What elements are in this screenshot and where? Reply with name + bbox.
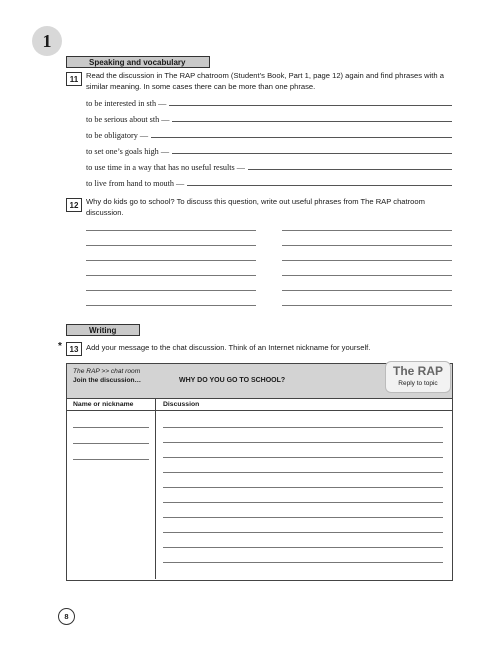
discussion-line[interactable]: [163, 502, 443, 503]
phrase-row: [86, 160, 452, 172]
answer-line[interactable]: [282, 275, 452, 276]
exercise-11-number: 11: [66, 72, 82, 86]
nickname-line[interactable]: [73, 427, 149, 428]
answer-line[interactable]: [282, 305, 452, 306]
section-label-speaking: Speaking and vocabulary: [66, 56, 210, 68]
exercise-13-number: 13: [66, 342, 82, 356]
answer-line[interactable]: [86, 305, 256, 306]
exercise-13-instruction: Add your message to the chat discussion. Think of an Internet nickname for yourself.: [86, 343, 371, 352]
discussion-line[interactable]: [163, 442, 443, 443]
chat-breadcrumb: The RAP >> chat room: [73, 368, 141, 375]
chat-header: [67, 364, 452, 399]
answer-line[interactable]: [169, 105, 452, 106]
discussion-line[interactable]: [163, 517, 443, 518]
answer-line[interactable]: [282, 230, 452, 231]
unit-number-badge: 1: [32, 26, 62, 56]
discussion-line[interactable]: [163, 547, 443, 548]
nickname-line[interactable]: [73, 443, 149, 444]
discussion-line[interactable]: [163, 562, 443, 563]
the-rap-logo-panel: [385, 361, 451, 393]
answer-line[interactable]: [86, 260, 256, 261]
section-label-writing: Writing: [66, 324, 140, 336]
answer-line[interactable]: [282, 245, 452, 246]
the-rap-logo: The RAP: [392, 364, 443, 378]
exercise-11-instruction: Read the discussion in The RAP chatroom (Student’s Book, Part 1, page 12) again and find phrases with a similar meaning. In some cases there can be more than one phrase.: [86, 71, 444, 91]
discussion-line[interactable]: [163, 427, 443, 428]
join-discussion-label: Join the discussion…: [73, 377, 142, 384]
discussion-line[interactable]: [163, 472, 443, 473]
answer-line[interactable]: [248, 169, 452, 170]
chat-room-form: [66, 363, 453, 581]
phrase-text: to live from hand to mouth —: [86, 179, 185, 188]
phrase-text: to be serious about sth —: [86, 115, 170, 124]
answer-line[interactable]: [86, 275, 256, 276]
answer-line[interactable]: [86, 230, 256, 231]
name-column-header: Name or nickname: [73, 401, 134, 408]
column-divider: [155, 398, 156, 579]
answer-line[interactable]: [151, 137, 452, 138]
reply-to-topic-button[interactable]: Reply to topic: [398, 380, 438, 387]
answer-line[interactable]: [86, 245, 256, 246]
phrase-text: to be interested in sth —: [86, 99, 167, 108]
discussion-column-header: Discussion: [163, 401, 200, 408]
discussion-line[interactable]: [163, 457, 443, 458]
answer-line[interactable]: [172, 153, 452, 154]
answer-line[interactable]: [86, 290, 256, 291]
answer-line[interactable]: [282, 290, 452, 291]
phrase-text: to use time in a way that has no useful results —: [86, 163, 245, 172]
phrase-row: [86, 144, 452, 156]
header-divider: [67, 410, 452, 411]
page-number: 8: [58, 608, 75, 625]
answer-line[interactable]: [172, 121, 452, 122]
phrase-row: [86, 96, 452, 108]
answer-line[interactable]: [187, 185, 452, 186]
chat-topic: WHY DO YOU GO TO SCHOOL?: [179, 377, 286, 384]
discussion-line[interactable]: [163, 532, 443, 533]
nickname-line[interactable]: [73, 459, 149, 460]
exercise-13-star: *: [58, 341, 62, 352]
phrase-row: [86, 128, 452, 140]
answer-line[interactable]: [282, 260, 452, 261]
exercise-12-number: 12: [66, 198, 82, 212]
phrase-row: [86, 112, 452, 124]
exercise-12-instruction: Why do kids go to school? To discuss this question, write out useful phrases from The RAP chatroom discussion.: [86, 197, 425, 217]
discussion-line[interactable]: [163, 487, 443, 488]
phrase-text: to be obligatory —: [86, 131, 149, 140]
phrase-text: to set one’s goals high —: [86, 147, 170, 156]
phrase-row: [86, 176, 452, 188]
